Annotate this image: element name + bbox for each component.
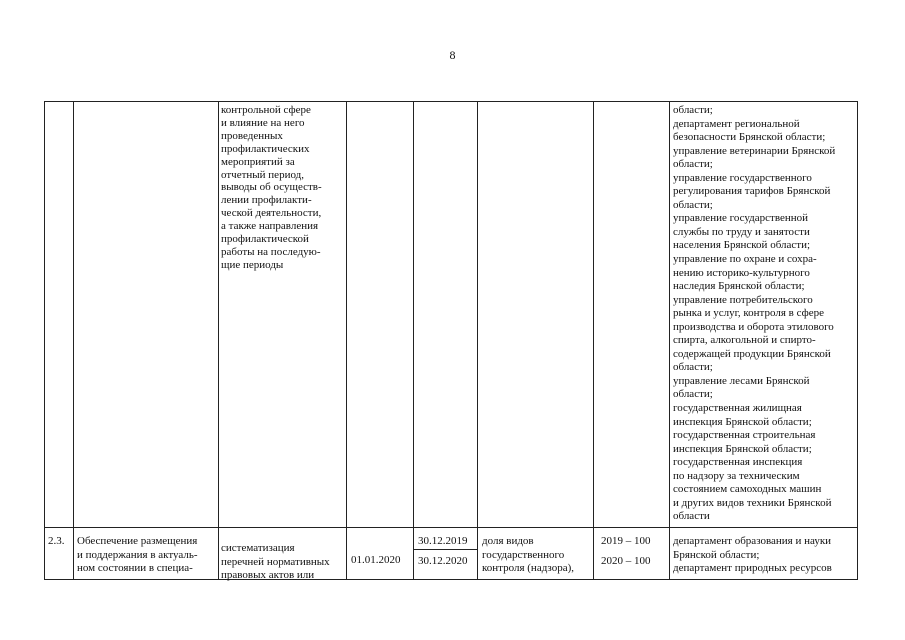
text-line: систематизация — [221, 542, 295, 554]
target-2019: 2019 – 100 — [601, 535, 651, 547]
result-text — [221, 542, 330, 583]
text-line: населения Брянской области; — [673, 239, 811, 252]
text-line: лении профилакти- — [221, 194, 312, 207]
table-border-bottom — [44, 579, 858, 580]
text-line: проведенных — [221, 129, 283, 142]
text-line: департамент природных ресурсов — [673, 562, 832, 574]
text-line: службы по труду и занятости — [673, 225, 810, 238]
end-date-split — [414, 549, 477, 550]
text-line: Брянской области; — [673, 548, 760, 561]
text-line: наследия Брянской области; — [673, 280, 805, 293]
text-line: и других видов техники Брянской — [673, 496, 832, 509]
result-text-continued — [221, 104, 322, 272]
end-date-2019: 30.12.2019 — [418, 535, 468, 547]
text-line: а также направления — [221, 220, 319, 233]
text-line: департамент региональной — [673, 117, 800, 130]
text-line: перечней нормативных — [221, 555, 330, 568]
text-line: области; — [673, 388, 713, 401]
text-line: государственная строительная — [673, 429, 816, 442]
text-line: контрольной сфере — [221, 104, 311, 116]
text-line: состоянием самоходных машин — [673, 483, 822, 496]
table-col-divider — [477, 101, 478, 580]
table-border-top — [44, 101, 858, 102]
text-line: безопасности Брянской области; — [673, 131, 826, 144]
text-line: содержащей продукции Брянской — [673, 347, 831, 360]
text-line: управление по охране и сохра- — [673, 253, 817, 266]
text-line: ческой деятельности, — [221, 207, 322, 220]
text-line: нению историко-культурного — [673, 266, 810, 279]
text-line: управление лесами Брянской — [673, 374, 810, 387]
text-line: государственная инспекция — [673, 456, 803, 469]
text-line: области; — [673, 104, 713, 116]
text-line: регулирования тарифов Брянской — [673, 185, 831, 198]
text-line: области; — [673, 158, 713, 171]
text-line: профилактической — [221, 233, 309, 246]
table-col-divider — [73, 101, 74, 580]
text-line: производства и оборота этилового — [673, 320, 834, 333]
text-line: инспекция Брянской области; — [673, 415, 812, 428]
text-line: рынка и услуг, контроля в сфере — [673, 307, 824, 320]
table-col-divider — [593, 101, 594, 580]
text-line: доля видов — [482, 535, 534, 547]
table-border-left — [44, 101, 45, 580]
text-line: области — [673, 510, 710, 523]
table-col-divider — [346, 101, 347, 580]
table-col-divider — [218, 101, 219, 580]
row-number: 2.3. — [48, 535, 65, 547]
text-line: ном состоянии в специа- — [77, 562, 193, 574]
text-line: государственная жилищная — [673, 402, 802, 415]
text-line: Обеспечение размещения — [77, 535, 198, 547]
text-line: управление потребительского — [673, 293, 813, 306]
text-line: управление государственного — [673, 171, 812, 184]
text-line: контроля (надзора), — [482, 562, 575, 574]
indicator-text — [482, 535, 574, 576]
executors-text-continued — [673, 104, 835, 524]
executors-text — [673, 535, 832, 576]
text-line: и влияние на него — [221, 116, 305, 129]
page-number: 8 — [449, 48, 456, 62]
text-line: правовых актов или — [221, 569, 315, 581]
text-line: управление государственной — [673, 212, 808, 225]
text-line: государственного — [482, 548, 565, 561]
text-line: области; — [673, 361, 713, 374]
start-date: 01.01.2020 — [351, 554, 401, 566]
table-border-right — [857, 101, 858, 580]
end-date-2020: 30.12.2020 — [418, 555, 468, 567]
text-line: и поддержания в актуаль- — [77, 548, 198, 561]
text-line: профилактических — [221, 142, 310, 155]
text-line: спирта, алкогольной и спирто- — [673, 334, 816, 347]
text-line: щие периоды — [221, 258, 284, 271]
table-col-divider — [669, 101, 670, 580]
target-2020: 2020 – 100 — [601, 555, 651, 567]
text-line: работы на последую- — [221, 245, 321, 258]
table-col-divider — [413, 101, 414, 580]
text-line: по надзору за техническим — [673, 469, 800, 482]
text-line: управление ветеринарии Брянской — [673, 144, 836, 157]
text-line: области; — [673, 198, 713, 211]
table-row-divider — [44, 527, 858, 528]
text-line: департамент образования и науки — [673, 535, 832, 547]
text-line: мероприятий за — [221, 155, 295, 168]
measure-text — [77, 535, 198, 576]
text-line: отчетный период, — [221, 168, 304, 181]
text-line: выводы об осуществ- — [221, 181, 322, 194]
text-line: инспекция Брянской области; — [673, 442, 812, 455]
